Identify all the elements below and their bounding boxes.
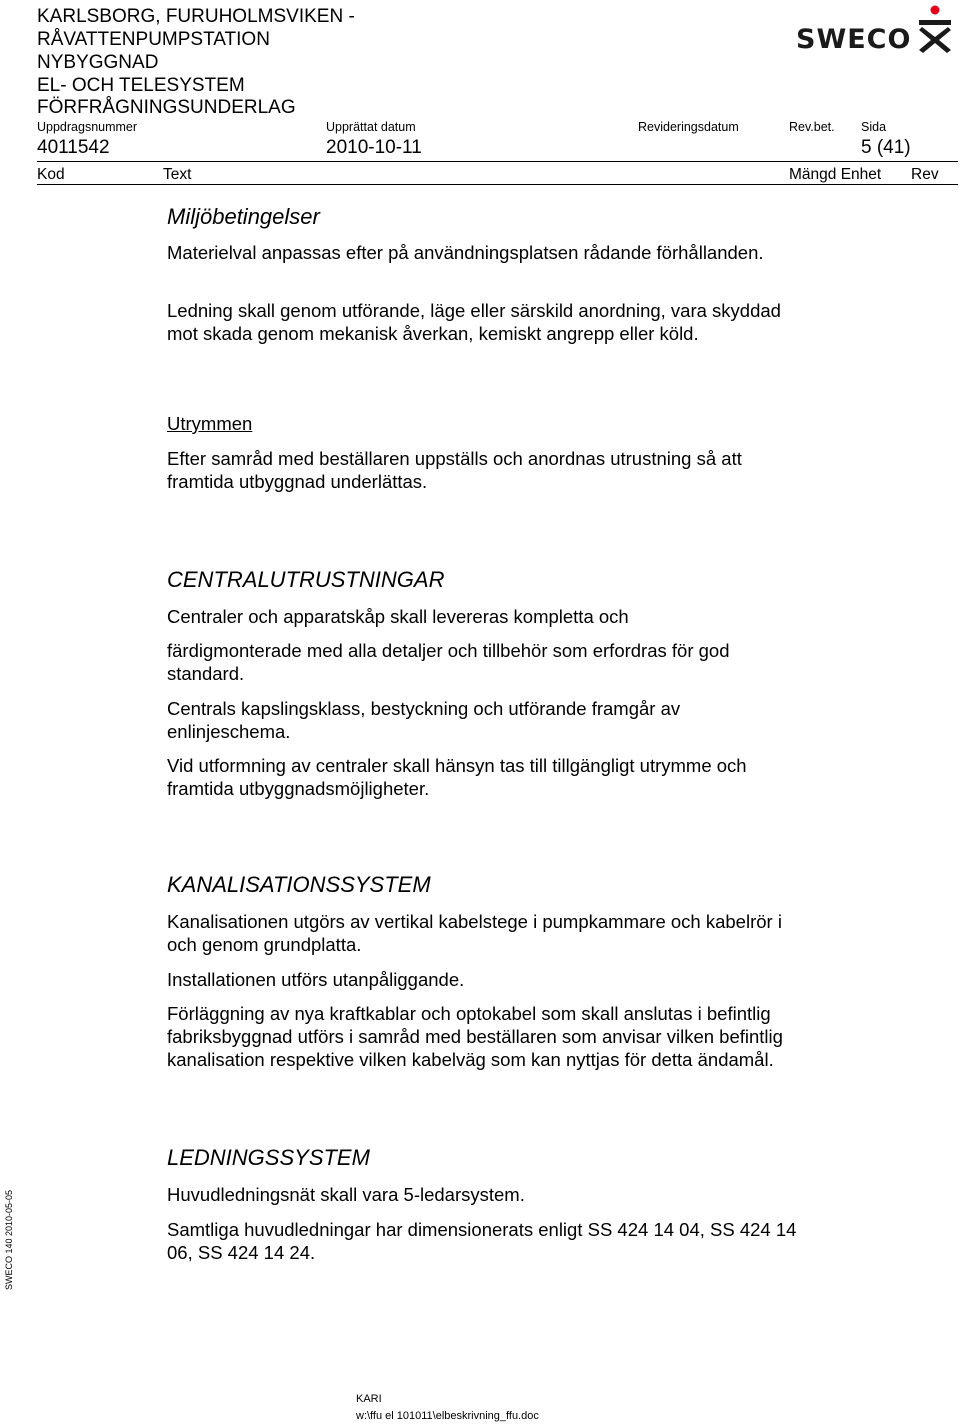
- column-header-kod: Kod: [37, 166, 65, 183]
- project-title-line-2: RÅVATTENPUMPSTATION: [37, 29, 270, 50]
- paragraph-central-3: Centrals kapslingsklass, bestyckning och utförande framgår av enlinjeschema.: [167, 698, 681, 742]
- paragraph-kanal-2: Installationen utförs utanpåliggande.: [167, 969, 465, 990]
- paragraph-ledning-2: Samtliga huvudledningar har dimensionerats enligt SS 424 14 04, SS 424 14 06, SS 424 14 24.: [167, 1219, 797, 1263]
- header-rule-top: [37, 161, 958, 162]
- sweco-emblem-icon: [916, 4, 954, 54]
- column-header-mangd-enhet: Mängd Enhet: [789, 166, 882, 183]
- heading-ledningssystem: LEDNINGSSYSTEM: [167, 1145, 370, 1170]
- heading-centralutrustningar: CENTRALUTRUSTNINGAR: [167, 567, 445, 592]
- side-form-stamp: SWECO 140 2010-05-05: [4, 1189, 14, 1290]
- paragraph-utrymmen-1: Efter samråd med beställaren uppställs och anordnas utrustning så att framtida utbyggnad underlättas.: [167, 448, 742, 492]
- paragraph-kanal-1: Kanalisationen utgörs av vertikal kabelstege i pumpkammare och kabelrör i och genom grundplatta.: [167, 911, 782, 955]
- value-uppdragsnummer: 4011542: [37, 137, 110, 158]
- column-header-text: Text: [163, 166, 192, 183]
- project-title-line-4: EL- OCH TELESYSTEM: [37, 75, 245, 96]
- label-revideringsdatum: Revideringsdatum: [638, 120, 739, 134]
- label-sida: Sida: [861, 120, 887, 134]
- logo-wordmark: SWECO: [796, 24, 912, 55]
- heading-utrymmen: Utrymmen: [167, 413, 253, 434]
- paragraph-kanal-3: Förläggning av nya kraftkablar och optokabel som skall anslutas i befintlig fabriksbyggnad utförs i samråd med beställaren som anvisar vilken befintlig kanalisation respektive vilken kabelväg som kan nyttjas för detta ändamål.: [167, 1003, 783, 1070]
- paragraph-central-4: Vid utformning av centraler skall hänsyn tas till tillgängligt utrymme och framtida utbyggnadsmöjligheter.: [167, 755, 747, 799]
- footer-file-path: w:\ffu el 101011\elbeskrivning_ffu.doc: [356, 1410, 539, 1422]
- label-upprattat-datum: Upprättat datum: [326, 120, 416, 134]
- project-title-line-5: FÖRFRÅGNINGSUNDERLAG: [37, 97, 296, 118]
- value-sida: 5 (41): [861, 137, 911, 158]
- label-uppdragsnummer: Uppdragsnummer: [37, 120, 138, 134]
- paragraph-ledning-1: Huvudledningsnät skall vara 5-ledarsystem.: [167, 1184, 525, 1205]
- header-rule-bottom: [37, 184, 958, 185]
- footer-author: KARI: [356, 1393, 382, 1405]
- paragraph-miljo-1: Materielval anpassas efter på användningsplatsen rådande förhållanden.: [167, 242, 764, 263]
- heading-kanalisationssystem: KANALISATIONSSYSTEM: [167, 872, 431, 897]
- project-title-line-3: NYBYGGNAD: [37, 52, 159, 73]
- label-rev-bet: Rev.bet.: [789, 120, 835, 134]
- project-title-line-1: KARLSBORG, FURUHOLMSVIKEN -: [37, 6, 355, 27]
- heading-miljobetingelser: Miljöbetingelser: [167, 204, 320, 229]
- column-header-rev: Rev: [911, 166, 939, 183]
- sweco-logo: [796, 4, 954, 54]
- value-upprattat-datum: 2010-10-11: [326, 137, 422, 158]
- paragraph-miljo-2: Ledning skall genom utförande, läge eller särskild anordning, vara skyddad mot skada genom mekanisk åverkan, kemiskt angrepp eller köld.: [167, 300, 781, 344]
- paragraph-central-1: Centraler och apparatskåp skall levereras kompletta och: [167, 606, 629, 627]
- paragraph-central-2: färdigmonterade med alla detaljer och tillbehör som erfordras för god standard.: [167, 640, 730, 684]
